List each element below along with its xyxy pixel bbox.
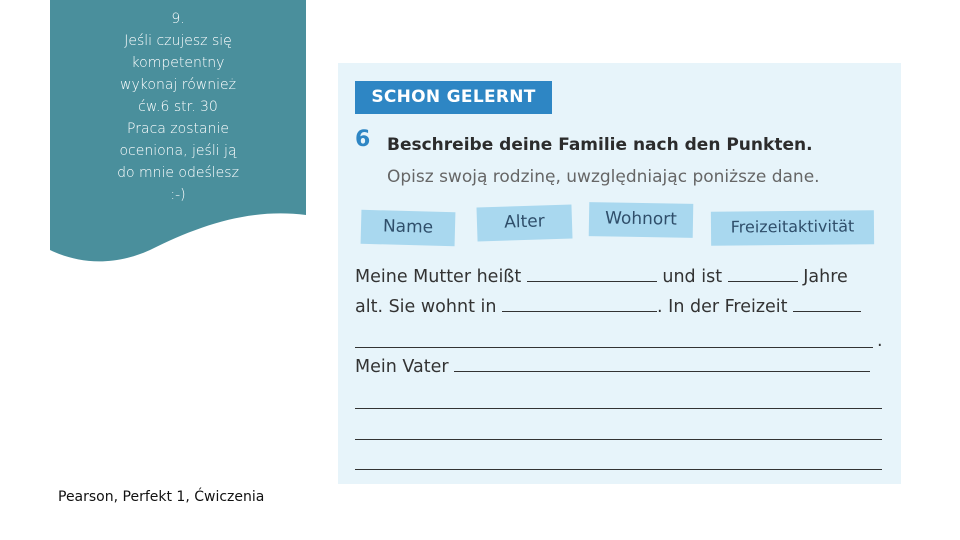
- tag-age: Alter: [476, 205, 572, 242]
- blank[interactable]: [502, 310, 657, 312]
- line-text: und ist: [662, 267, 723, 287]
- source-caption: Pearson, Perfekt 1, Ćwiczenia: [58, 489, 265, 505]
- blank-full-line[interactable]: [355, 469, 882, 470]
- blank-full-line[interactable]: [355, 439, 882, 440]
- tag-name: Name: [361, 210, 456, 246]
- instruction-line: 9.: [171, 11, 185, 27]
- instruction-line: :-): [170, 187, 186, 203]
- line-text: Meine Mutter heißt: [355, 267, 522, 287]
- blank-full-line[interactable]: [355, 347, 873, 348]
- exercise-image: [338, 63, 901, 484]
- exercise-number: 6: [355, 127, 371, 152]
- instruction-line: Jeśli czujesz się: [124, 33, 232, 49]
- line-text: Jahre: [803, 267, 848, 287]
- blank-full-line[interactable]: [355, 408, 882, 409]
- instruction-line: Praca zostanie: [127, 121, 229, 137]
- instruction-text: [50, 8, 306, 206]
- task-polish: Opisz swoją rodzinę, uwzględniając poniższe dane.: [387, 167, 820, 187]
- line-text: Mein Vater: [355, 357, 449, 377]
- instruction-line: oceniona, jeśli ją: [119, 143, 237, 159]
- fill-line-1: [355, 267, 848, 287]
- instruction-line: kompetentny: [131, 55, 225, 71]
- instruction-line: do mnie odeślesz: [117, 165, 239, 181]
- fill-line-2: [355, 297, 861, 317]
- instruction-line: ćw.6 str. 30: [138, 99, 218, 115]
- fill-line-4: [355, 357, 870, 377]
- tag-hobby: Freizeitaktivität: [711, 210, 874, 245]
- section-banner: SCHON GELERNT: [355, 81, 552, 114]
- line-text: . In der Freizeit: [657, 297, 788, 317]
- line-end-period: .: [877, 331, 883, 351]
- instruction-line: wykonaj również: [120, 77, 236, 93]
- blank[interactable]: [793, 310, 861, 312]
- line-text: alt. Sie wohnt in: [355, 297, 497, 317]
- tag-residence: Wohnort: [589, 202, 694, 238]
- blank[interactable]: [527, 280, 657, 282]
- task-german: Beschreibe deine Familie nach den Punkten.: [387, 135, 813, 155]
- blank[interactable]: [728, 280, 798, 282]
- blank[interactable]: [454, 370, 870, 372]
